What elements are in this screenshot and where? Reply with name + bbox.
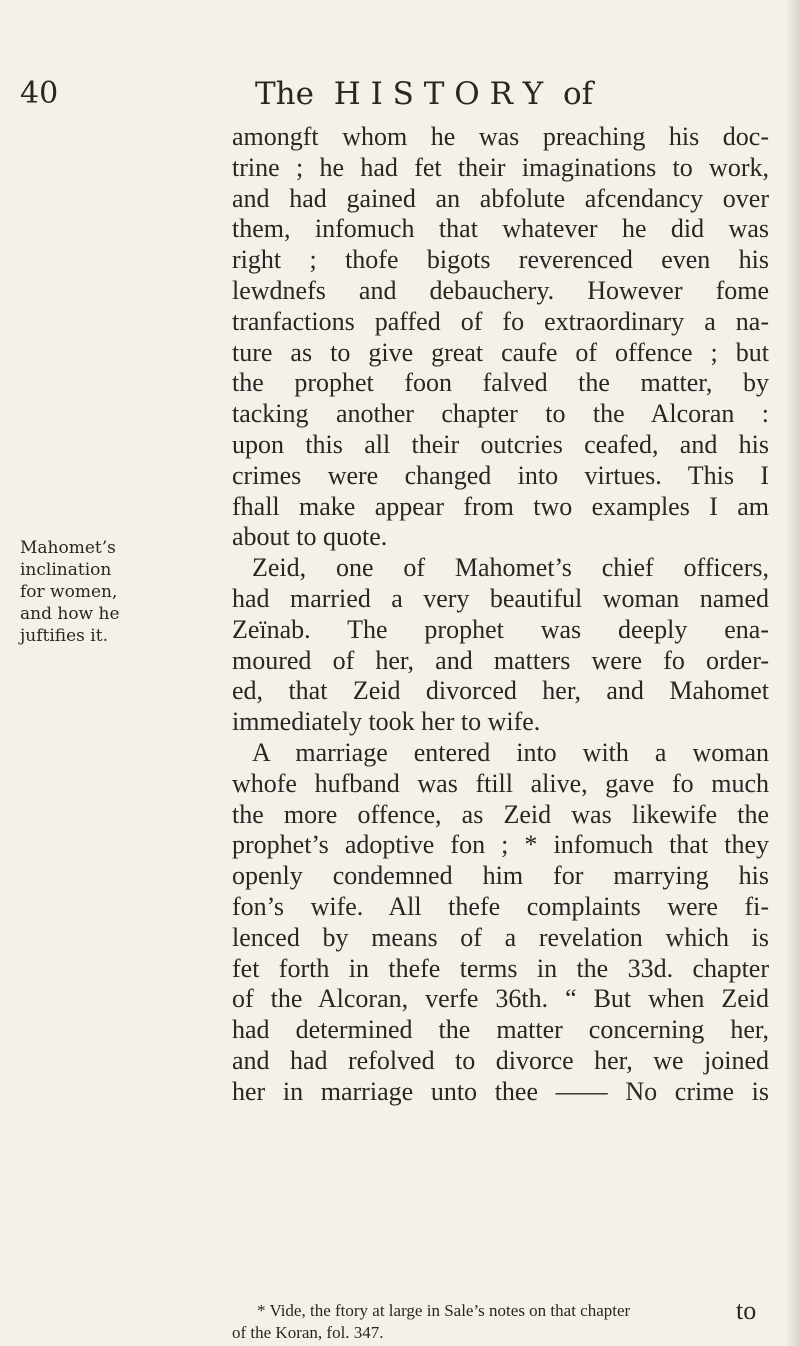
body-line: immediately took her to wife. [232, 707, 541, 737]
body-line: and had refolved to divorce her, we joined [232, 1045, 769, 1075]
body-line: A marriage entered into with a woman [252, 737, 769, 767]
body-line: fhall make appear from two examples I am [232, 491, 769, 521]
body-line: moured of her, and matters were fo order- [232, 645, 769, 675]
body-line: them, infomuch that whatever he did was [232, 214, 769, 244]
body-line: upon this all their outcries ceafed, and his [232, 429, 769, 459]
body-line: amongft whom he was preaching his doc- [232, 122, 769, 151]
body-line: Zeid, one of Mahomet’s chief officers, [252, 553, 769, 583]
body-line: about to quote. [232, 522, 388, 552]
body-line: the more offence, as Zeid was likewife the [232, 799, 769, 829]
body-line: lenced by means of a revelation which is [232, 922, 769, 952]
body-line: had determined the matter concerning her, [232, 1015, 769, 1045]
footnote [232, 1300, 769, 1344]
body-line: ed, that Zeid divorced her, and Mahomet [232, 676, 769, 706]
running-head: The H I S T O R Y of [255, 76, 594, 112]
body-line: and had gained an abfolute afcendancy over [232, 183, 769, 213]
body-line: Zeïnab. The prophet was deeply ena- [232, 614, 769, 644]
footnote-line: * Vide, the ftory at large in Sale’s notes on that chapter [257, 1301, 631, 1320]
body-line: the prophet foon falved the matter, by [232, 368, 769, 398]
body-text [232, 122, 769, 1108]
marginal-note-line: and how he [20, 604, 120, 624]
marginal-note-line: for women, [20, 582, 118, 602]
body-line: tacking another chapter to the Alcoran : [232, 399, 769, 429]
catchword: to [736, 1296, 757, 1325]
body-line: right ; thofe bigots reverenced even his [232, 245, 769, 275]
body-line: fet forth in thefe terms in the 33d. chapter [232, 953, 769, 983]
body-line: her in marriage unto thee —— No crime is [232, 1076, 769, 1106]
marginal-note-line: inclination [20, 560, 112, 580]
body-line: lewdnefs and debauchery. However fome [232, 275, 769, 305]
body-line: fon’s wife. All thefe complaints were fi- [232, 891, 769, 921]
body-line: prophet’s adoptive fon ; * infomuch that they [232, 830, 769, 860]
marginal-note [20, 537, 140, 647]
footnote-line: of the Koran, fol. 347. [232, 1323, 384, 1342]
page-number: 40 [20, 76, 59, 111]
body-line: ture as to give great caufe of offence ; but [232, 337, 769, 367]
body-line: had married a very beautiful woman named [232, 583, 769, 613]
body-line: whofe hufband was ftill alive, gave fo much [232, 768, 769, 798]
body-line: of the Alcoran, verfe 36th. “ But when Zeid [232, 984, 769, 1014]
marginal-note-line: Mahomet’s [20, 538, 116, 558]
page-edge-shadow [786, 0, 800, 1346]
body-line: openly condemned him for marrying his [232, 861, 769, 891]
marginal-note-line: juftifies it. [20, 626, 108, 646]
body-line: trine ; he had fet their imaginations to work, [232, 152, 769, 182]
body-line: tranfactions paffed of fo extraordinary a na- [232, 306, 769, 336]
body-line: crimes were changed into virtues. This I [232, 460, 769, 490]
